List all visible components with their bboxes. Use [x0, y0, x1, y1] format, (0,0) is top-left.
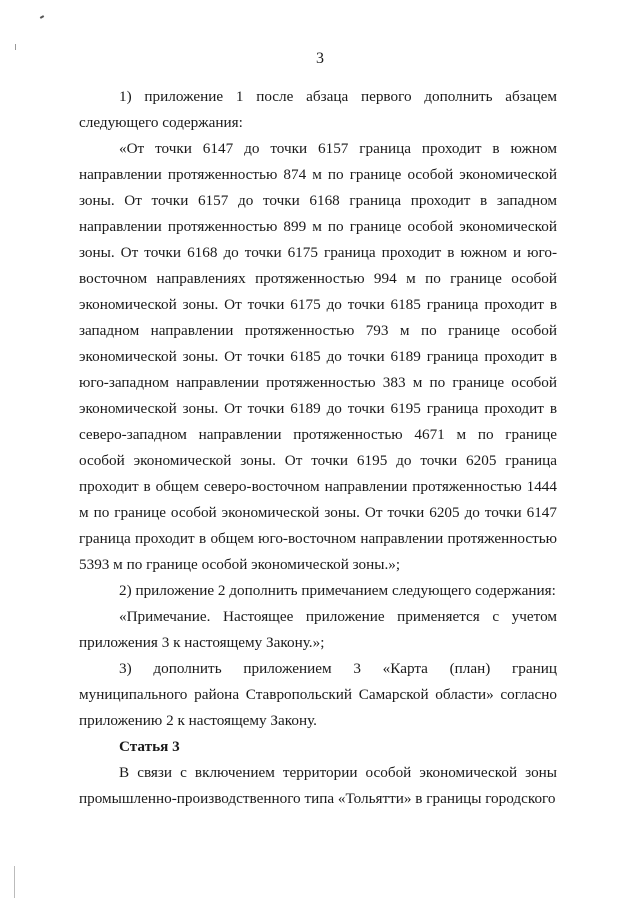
scan-speck: [40, 15, 44, 19]
paragraph-item-2-intro: 2) приложение 2 дополнить примечанием следующего содержания:: [119, 582, 556, 599]
paragraph-article-3: В связи с включением территории особой экономической зоны промышленно-производственного типа «Тольятти» в границы городского: [79, 764, 557, 807]
paragraph-item-2-quote: «Примечание. Настоящее приложение применяется с учетом приложения 3 к настоящему Закону.»;: [79, 608, 557, 651]
scan-edge-line: [14, 866, 15, 898]
paragraph-item-1-intro: 1) приложение 1 после абзаца первого дополнить абзацем следующего содержания:: [79, 88, 557, 131]
document-body: [79, 84, 557, 812]
paragraph-item-3: 3) дополнить приложением 3 «Карта (план) границ муниципального района Ставропольский Самарской области» согласно приложению 2 к настоящему Закону.: [79, 660, 557, 729]
paragraph-item-1-quote: «От точки 6147 до точки 6157 граница проходит в южном направлении протяженностью 874 м по границе особой экономической зоны. От точки 6157 до точки 6168 граница проходит в западном направлении протяженностью 899 м по границе особой экономической зоны. От точки 6168 до точки 6175 граница проходит в южном и юго-восточном направлениях протяженностью 994 м по границе особой экономической зоны. От точки 6175 до точки 6185 граница проходит в западном направлении протяженностью 793 м по границе особой экономической зоны. От точки 6185 до точки 6189 граница проходит в юго-западном направлении протяженностью 383 м по границе особой экономической зоны. От точки 6189 до точки 6195 граница проходит в северо-западном направлении протяженностью 4671 м по границе особой экономической зоны. От точки 6195 до точки 6205 граница проходит в общем северо-восточном направлении протяженностью 1444 м по границе особой экономической зоны. От точки 6205 до точки 6147 граница проходит в общем юго-восточном направлении протяженностью 5393 м по границе особой экономической зоны.»;: [79, 140, 557, 573]
page-number: 3: [316, 50, 324, 67]
article-heading: Статья 3: [119, 738, 180, 755]
